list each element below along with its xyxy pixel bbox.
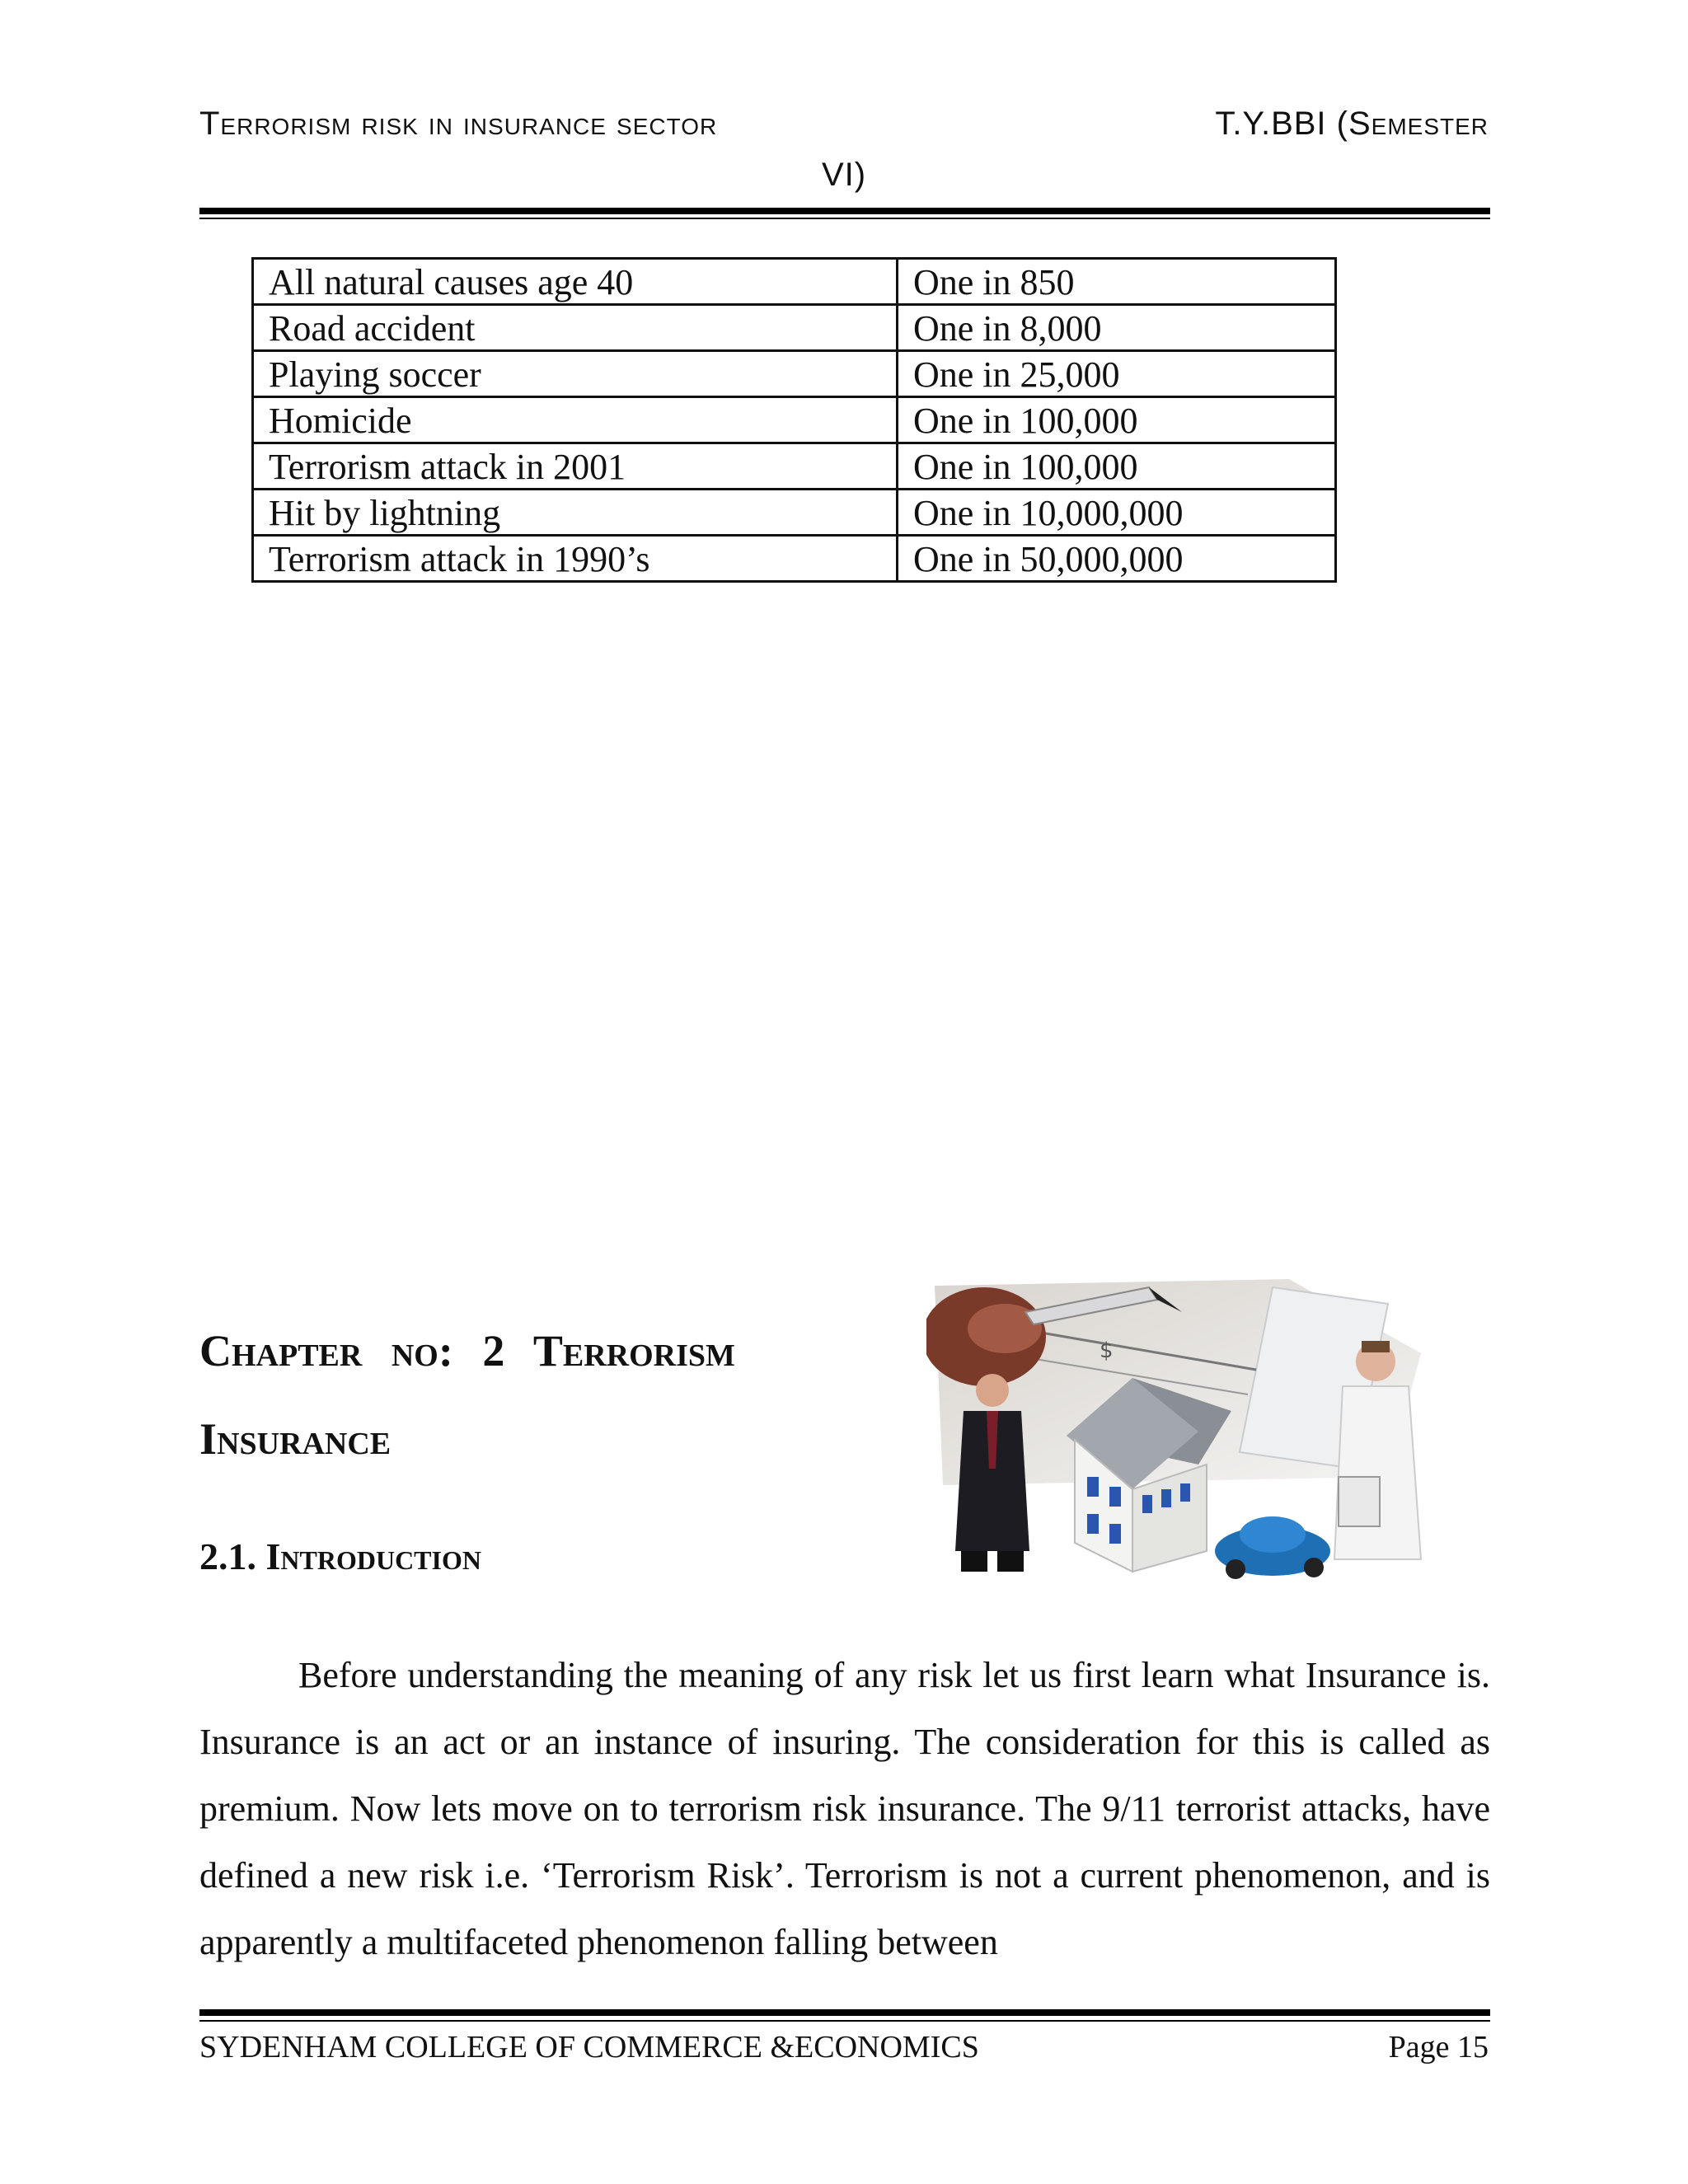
table-row [253, 305, 1336, 351]
table-row [253, 536, 1336, 582]
risk-odds-table [251, 257, 1337, 583]
chapter-heading-continued: Insurance [199, 1414, 392, 1464]
odds-cell: One in 850 [898, 259, 1336, 305]
cause-cell: Hit by lightning [253, 490, 898, 536]
footer-college: SYDENHAM COLLEGE OF COMMERCE &ECONOMICS [199, 2030, 979, 2064]
odds-cell: One in 100,000 [898, 397, 1336, 443]
footer-rule-thin [199, 2020, 1490, 2022]
header-course: T.Y.BBI (Semester [1215, 105, 1489, 142]
insurance-collage-icon [926, 1279, 1431, 1586]
odds-cell: One in 25,000 [898, 351, 1336, 397]
table-row [253, 351, 1336, 397]
odds-cell: One in 100,000 [898, 443, 1336, 490]
header-rule-thick [199, 208, 1490, 214]
cause-cell: Terrorism attack in 2001 [253, 443, 898, 490]
footer-page-number: Page 15 [1388, 2030, 1489, 2064]
odds-cell: One in 8,000 [898, 305, 1336, 351]
footer-rule-thick [199, 2009, 1490, 2016]
cause-cell: All natural causes age 40 [253, 259, 898, 305]
odds-cell: One in 10,000,000 [898, 490, 1336, 536]
table-row [253, 443, 1336, 490]
table-row [253, 259, 1336, 305]
table-row [253, 397, 1336, 443]
header-rule-thin [199, 218, 1490, 219]
cause-cell: Playing soccer [253, 351, 898, 397]
table-row [253, 490, 1336, 536]
section-heading: 2.1. Introduction [199, 1535, 481, 1577]
cause-cell: Terrorism attack in 1990’s [253, 536, 898, 582]
cause-cell: Road accident [253, 305, 898, 351]
header-course-continued: VI) [821, 157, 867, 193]
odds-cell: One in 50,000,000 [898, 536, 1336, 582]
introduction-paragraph: Before understanding the meaning of any risk let us first learn what Insurance is. Insurance is an act or an instance of insuring. The consideration for this is called as premium. Now lets move on to terrorism risk insurance. The 9/11 terrorist attacks, have defined a new risk i.e. ‘Terrorism Risk’. Terrorism is not a current phenomenon, and is apparently a multifaceted phenomenon falling between [199, 1655, 1490, 1962]
svg-text:$: $ [1100, 1338, 1114, 1363]
chapter-heading: Chapter no: 2 Terrorism [199, 1326, 735, 1376]
header-title: Terrorism risk in insurance sector [199, 105, 718, 142]
cause-cell: Homicide [253, 397, 898, 443]
